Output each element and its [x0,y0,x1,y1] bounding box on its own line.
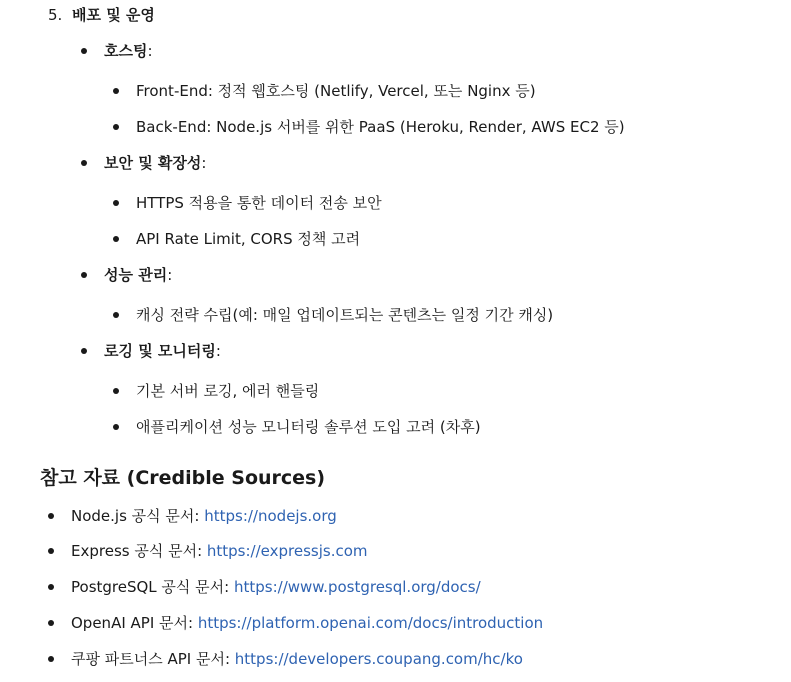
reference-label: 쿠팡 파트너스 API 문서: [71,650,235,668]
list-item-text: Front-End: 정적 웹호스팅 (Netlify, Vercel, 또는 Nginx 등) [136,82,536,100]
bullet-icon [48,548,54,554]
references-heading: 참고 자료 (Credible Sources) [40,467,326,489]
reference-link[interactable]: https://developers.coupang.com/hc/ko [234,650,523,668]
bullet-icon [48,620,54,626]
list-item-text: HTTPS 적용을 통한 데이터 전송 보안 [136,194,382,212]
reference-link[interactable]: https://expressjs.com [206,542,368,560]
bullet-icon [48,656,54,662]
reference-label: Express 공식 문서: [71,542,207,560]
list-item-text: 캐싱 전략 수립(예: 매일 업데이트되는 콘텐츠는 일정 기간 캐싱) [136,306,554,324]
colon: : [167,266,173,284]
section-number: 5. [48,6,63,24]
bullet-icon [113,124,119,130]
reference-label: PostgreSQL 공식 문서: [71,578,234,596]
bullet-icon [48,513,54,519]
bullet-icon [81,348,87,354]
list-item-text: Back-End: Node.js 서버를 위한 PaaS (Heroku, Render, AWS EC2 등) [136,118,625,136]
group-title: 호스팅 [104,42,148,60]
bullet-icon [81,160,87,166]
list-item-text: 애플리케이션 성능 모니터링 솔루션 도입 고려 (차후) [136,418,481,436]
reference-label: Node.js 공식 문서: [71,507,205,525]
list-item-text: API Rate Limit, CORS 정책 고려 [136,230,361,248]
group-title: 성능 관리 [104,266,168,284]
bullet-icon [81,48,87,54]
bullet-icon [48,584,54,590]
group-title: 보안 및 확장성 [104,154,202,172]
colon: : [147,42,153,60]
reference-link[interactable]: https://www.postgresql.org/docs/ [233,578,481,596]
bullet-icon [113,424,119,430]
group-title: 로깅 및 모니터링 [104,342,216,360]
colon: : [201,154,207,172]
bullet-icon [113,88,119,94]
bullet-icon [113,236,119,242]
reference-link[interactable]: https://nodejs.org [204,507,337,525]
bullet-icon [81,272,87,278]
section-title: 배포 및 운영 [72,6,155,24]
list-item-text: 기본 서버 로깅, 에러 핸들링 [136,382,320,400]
bullet-icon [113,312,119,318]
colon: : [215,342,221,360]
bullet-icon [113,388,119,394]
reference-link[interactable]: https://platform.openai.com/docs/introduction [197,614,544,632]
bullet-icon [113,200,119,206]
reference-label: OpenAI API 문서: [71,614,198,632]
